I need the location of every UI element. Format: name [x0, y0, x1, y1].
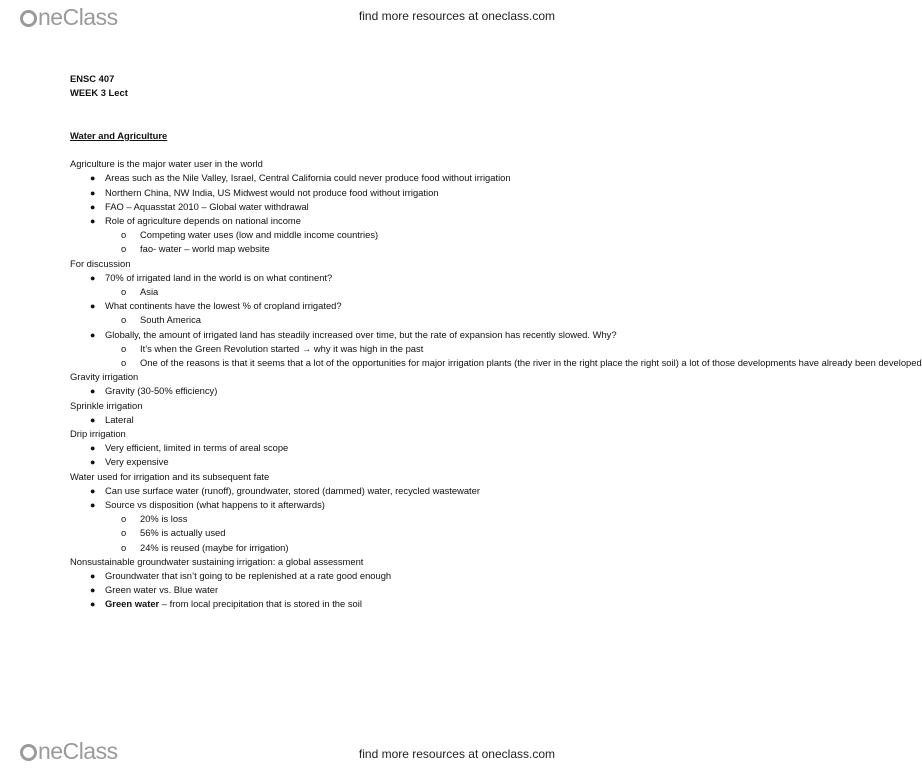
bullet-icon: ●: [90, 414, 96, 425]
bullet-item: [70, 498, 515, 512]
footer-resources-link[interactable]: find more resources at oneclass.com: [358, 747, 555, 761]
note-heading: [70, 157, 480, 171]
note-text: Nonsustainable groundwater sustaining irrigation: a global assessment: [70, 555, 364, 567]
bullet-item: [70, 171, 515, 185]
bullet-item: [70, 597, 515, 611]
week-label: WEEK 3 Lect: [70, 87, 128, 99]
circle-bullet-icon: o: [121, 286, 127, 297]
note-text: 20% is loss: [140, 513, 188, 525]
note-text: Green water vs. Blue water: [105, 584, 219, 596]
note-text: Globally, the amount of irrigated land has steadily increased over time, but the rate of expansion has recently slowed. Why?: [105, 328, 617, 340]
circle-bullet-icon: o: [121, 342, 127, 354]
note-text: Source vs disposition (what happens to it afterwards): [105, 499, 325, 511]
sub-bullet-item: [70, 342, 480, 356]
note-text: Very efficient, limited in terms of areal scope: [105, 442, 289, 454]
bullet-item: [70, 413, 515, 427]
note-heading: [70, 555, 480, 569]
course-code: ENSC 407: [70, 73, 115, 84]
note-heading: [70, 427, 480, 441]
note-text: Water used for irrigation and its subsequent fate: [70, 470, 270, 482]
note-text: Can use surface water (runoff), groundwater, stored (dammed) water, recycled wastewater: [105, 484, 480, 496]
lecture-notes: [70, 72, 922, 612]
bullet-item: [70, 441, 515, 455]
note-text: Lateral: [105, 413, 134, 425]
note-heading: [70, 370, 480, 384]
note-text: 24% is reused (maybe for irrigation): [140, 541, 289, 553]
note-text: South America: [140, 314, 201, 326]
note-text: Role of agriculture depends on national income: [105, 214, 301, 226]
bullet-icon: ●: [90, 443, 96, 454]
note-text: Drip irrigation: [70, 428, 126, 440]
bullet-item: [70, 384, 515, 398]
circle-bullet-icon: o: [121, 357, 127, 369]
bullet-icon: ●: [90, 272, 96, 283]
logo-circle-icon: [20, 10, 37, 27]
footer-oneclass-logo[interactable]: neClass: [20, 738, 118, 765]
notes-list: [70, 157, 922, 612]
note-text: Asia: [140, 286, 159, 297]
note-text: Gravity (30-50% efficiency): [105, 385, 218, 397]
circle-bullet-icon: o: [121, 513, 127, 525]
note-text: 56% is actually used: [140, 527, 226, 539]
bullet-icon: ●: [90, 301, 96, 312]
bullet-icon: ●: [90, 187, 96, 198]
bullet-icon: ●: [90, 500, 96, 511]
bullet-icon: ●: [90, 173, 96, 184]
circle-bullet-icon: o: [121, 229, 127, 241]
sub-bullet-item: [70, 512, 480, 526]
header-resources-link[interactable]: find more resources at oneclass.com: [358, 9, 555, 23]
logo-circle-icon: [20, 744, 37, 761]
sub-bullet-item: [70, 526, 480, 540]
bullet-item: [70, 214, 515, 228]
sub-bullet-item: [70, 541, 480, 555]
bullet-icon: ●: [90, 201, 96, 212]
circle-bullet-icon: o: [121, 243, 127, 255]
circle-bullet-icon: o: [121, 527, 127, 539]
bullet-item: [70, 299, 515, 313]
bullet-item: [70, 455, 515, 469]
bullet-item: [70, 186, 515, 200]
note-text: 70% of irrigated land in the world is on what continent?: [105, 271, 333, 283]
note-text: FAO – Aquasstat 2010 – Global water withdrawal: [105, 200, 309, 212]
note-text: One of the reasons is that it seems that a lot of the opportunities for major irrigation plants (the river in the right place the right soil) a lot of those developments have already been developed: [140, 357, 922, 369]
note-text: It’s when the Green Revolution started → why it was high in the past: [140, 342, 424, 354]
page-header: [0, 0, 595, 34]
bullet-icon: ●: [90, 329, 96, 340]
bullet-icon: ●: [90, 457, 96, 468]
bullet-icon: ●: [90, 571, 96, 582]
note-text: Agriculture is the major water user in the world: [70, 158, 263, 170]
sub-bullet-item: [70, 242, 480, 256]
note-text: Very expensive: [105, 456, 169, 468]
bullet-item: [70, 200, 515, 214]
circle-bullet-icon: o: [121, 314, 127, 326]
sub-bullet-item: [70, 228, 480, 242]
note-text: What continents have the lowest % of cropland irrigated?: [105, 300, 342, 312]
oneclass-logo[interactable]: neClass: [20, 4, 118, 31]
note-text: Groundwater that isn’t going to be replenished at a rate good enough: [105, 570, 392, 582]
sub-bullet-item: [70, 356, 922, 370]
bullet-item: [70, 271, 515, 285]
bullet-icon: ●: [90, 485, 96, 496]
bullet-icon: ●: [90, 599, 96, 610]
bullet-item: [70, 583, 515, 597]
note-text: Areas such as the Nile Valley, Israel, Central California could never produce food without irrigation: [105, 172, 511, 184]
section-title: Water and Agriculture: [70, 129, 168, 141]
note-text: – from local precipitation that is stored in the soil: [159, 598, 362, 610]
bold-term: Green water: [105, 598, 160, 610]
bullet-icon: ●: [90, 386, 96, 397]
sub-bullet-item: [70, 313, 480, 327]
circle-bullet-icon: o: [121, 541, 127, 553]
note-text: Northern China, NW India, US Midwest would not produce food without irrigation: [105, 186, 439, 198]
bullet-item: [70, 328, 617, 342]
note-text: Gravity irrigation: [70, 371, 139, 383]
bullet-icon: ●: [90, 215, 96, 226]
note-heading: [70, 399, 480, 413]
note-heading: [70, 470, 480, 484]
note-text: Sprinkle irrigation: [70, 399, 143, 411]
bullet-item: [70, 484, 515, 498]
bullet-item: [70, 569, 515, 583]
note-text: fao- water – world map website: [140, 243, 270, 255]
note-text: For discussion: [70, 257, 131, 269]
sub-bullet-item: [70, 285, 480, 299]
bullet-icon: ●: [90, 585, 96, 596]
note-text: Competing water uses (low and middle income countries): [140, 229, 379, 241]
note-heading: [70, 257, 480, 271]
